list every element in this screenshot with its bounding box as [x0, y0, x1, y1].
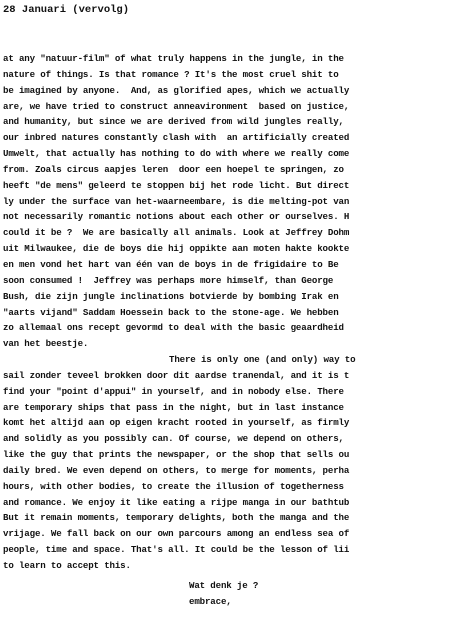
- text-line: and romance. We enjoy it like eating a rijpe manga in our bathtub: [3, 496, 350, 508]
- text-line: are temporary ships that pass in the night, but in last instance: [3, 401, 344, 413]
- text-line: people, time and space. That's all. It could be the lesson of lii: [3, 544, 350, 556]
- text-line: and humanity, but since we are derived from wild jungles really,: [3, 116, 344, 128]
- text-line: ly under the surface van het-waarneembare, is die melting-pot van: [3, 195, 350, 207]
- text-line: en men vond het hart van één van de boys in de frigidaire to Be: [3, 258, 339, 270]
- text-line: "aarts vijand" Saddam Hoessein back to the stone-age. We hebben: [3, 306, 339, 318]
- letter-body: [3, 51, 450, 610]
- text-line: komt het altijd aan op eigen kracht rooted in yourself, as firmly: [3, 417, 350, 429]
- text-line: nature of things. Is that romance ? It's the most cruel shit to: [3, 68, 339, 80]
- closing-signoff: embrace,: [189, 595, 232, 607]
- text-line: soon consumed ! Jeffrey was perhaps more himself, than George: [3, 274, 334, 286]
- text-line: van het beestje.: [3, 338, 89, 350]
- text-line: to learn to accept this.: [3, 560, 131, 571]
- text-line: daily bred. We even depend on others, to merge for moments, perha: [3, 464, 350, 476]
- text-line: But it remain moments, temporary delights, both the manga and the: [3, 512, 350, 524]
- text-line: be imagined by anyone. And, as glorified apes, which we actually: [3, 84, 350, 96]
- page-header-date: 28 Januari (vervolg): [3, 4, 130, 16]
- text-line: our inbred natures constantly clash with an artificially created: [3, 132, 350, 144]
- text-line: uit Milwaukee, die de boys die hij oppikte aan moten hakte kookte: [3, 243, 350, 255]
- text-line: find your "point d'appui" in yourself, and in nobody else. There: [3, 385, 344, 397]
- text-line: could it be ? We are basically all animals. Look at Jeffrey Dohm: [3, 227, 350, 239]
- text-line: like the guy that prints the newspaper, or the shop that sells ou: [3, 449, 350, 461]
- closing-block: [3, 578, 450, 610]
- closing-question: Wat denk je ?: [189, 579, 259, 591]
- text-line: zo allemaal ons recept gevormd to deal with the basic geaardheid: [3, 322, 344, 334]
- paragraph-1: [3, 51, 450, 352]
- text-line: Bush, die zijn jungle inclinations botvierde by bombing Irak en: [3, 290, 339, 302]
- text-line: are, we have tried to construct anneavironment based on justice,: [3, 100, 350, 112]
- text-line: sail zonder teveel brokken door dit aardse tranendal, and it is t: [3, 369, 350, 381]
- text-line: not necessarily romantic notions about each other or ourselves. H: [3, 211, 350, 223]
- text-line: at any "natuur-film" of what truly happens in the jungle, in the: [3, 53, 344, 64]
- text-line: Umwelt, that actually has nothing to do with where we really come: [3, 148, 350, 160]
- text-line: vrijage. We fall back on our own parcours among an endless sea of: [3, 528, 350, 540]
- paragraph-2: [3, 352, 450, 574]
- text-line: and solidly as you possibly can. Of course, we depend on others,: [3, 433, 344, 445]
- text-line: There is only one (and only) way to: [169, 354, 356, 366]
- text-line: hours, with other bodies, to create the illusion of togetherness: [3, 480, 344, 492]
- text-line: from. Zoals circus aapjes leren door een hoepel te springen, zo: [3, 163, 344, 175]
- text-line: heeft "de mens" geleerd te stoppen bij het rode licht. But direct: [3, 179, 350, 191]
